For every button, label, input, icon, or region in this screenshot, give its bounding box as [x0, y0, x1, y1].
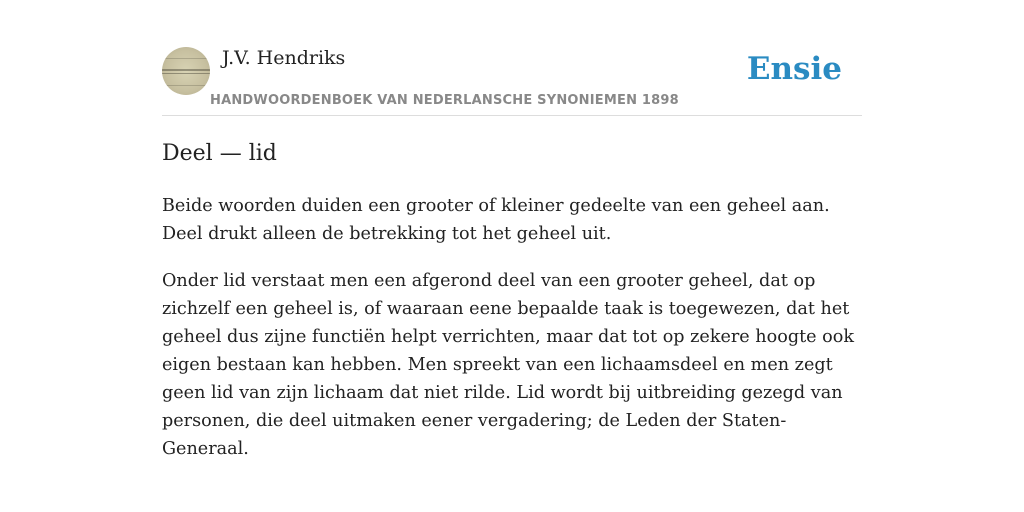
book-cover-avatar[interactable]	[162, 47, 210, 95]
entry-body	[162, 192, 862, 482]
entry-paragraph: Beide woorden duiden een grooter of kleiner gedeelte van een geheel aan. Deel drukt alleen de betrekking tot het geheel uit.	[162, 196, 830, 244]
source-title[interactable]: HANDWOORDENBOEK VAN NEDERLANSCHE SYNONIEMEN 1898	[210, 93, 679, 108]
entry-title: Deel — lid	[162, 141, 277, 166]
entry-paragraph: Onder lid verstaat men een afgerond deel van een grooter geheel, dat op zichzelf een geheel is, of waaraan eene bepaalde taak is toegewezen, dat het geheel dus zijne functiën helpt verrichten, maar dat tot op zekere hoogte ook eigen bestaan kan hebben. Men spreekt van een lichaamsdeel en men zegt geen lid van zijn lichaam dat niet rilde. Lid wordt bij uitbreiding gezegd van personen, die deel uitmaken eener vergadering; de Leden der Staten-Generaal.	[162, 271, 855, 459]
ensie-logo[interactable]: Ensie	[746, 51, 842, 87]
entry-header	[162, 40, 862, 116]
author-name[interactable]: J.V. Hendriks	[222, 47, 346, 69]
entry-card	[162, 40, 862, 459]
